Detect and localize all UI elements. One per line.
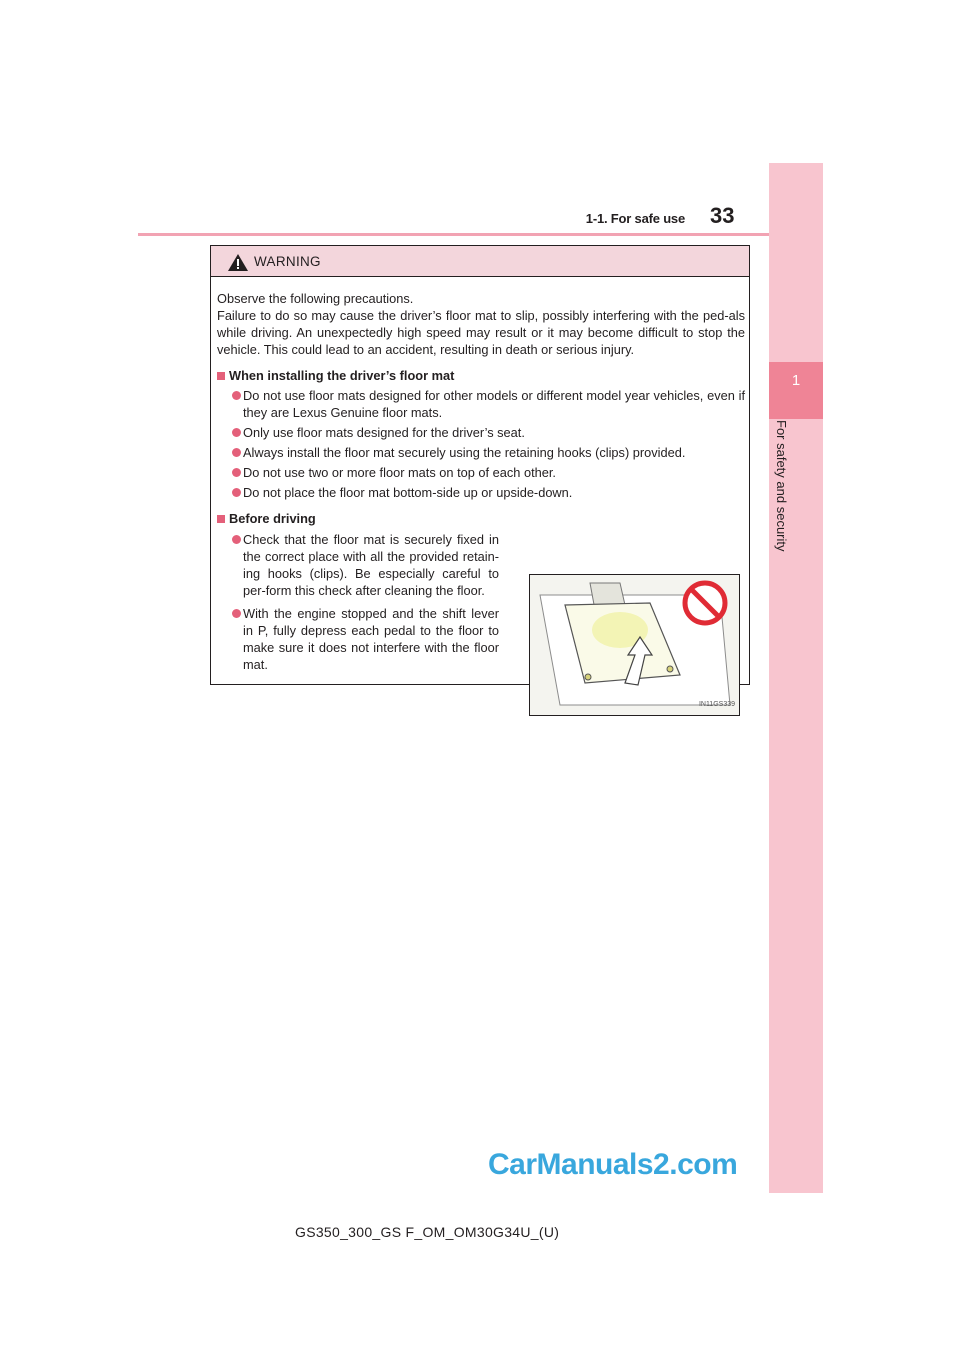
header-rule [138, 233, 823, 236]
bullet-item: Only use floor mats designed for the driver’s seat. [217, 424, 745, 441]
bullet-item: Do not use floor mats designed for other models or different model year vehicles, even if they are Lexus Genuine floor mats. [217, 387, 745, 421]
bullet-dot-icon [232, 391, 241, 400]
bullet-dot-icon [232, 535, 241, 544]
intro-line-2: Failure to do so may cause the driver’s floor mat to slip, possibly interfering with the ped-als while driving. An unexpectedly high speed may result or it may become difficult to stop the vehicle. This could lead to an accident, resulting in death or serious injury. [217, 308, 745, 357]
bullet-item: Always install the floor mat securely using the retaining hooks (clips) provided. [217, 444, 745, 461]
chapter-number: 1 [791, 372, 801, 389]
square-bullet-icon [217, 515, 225, 523]
warning-label: WARNING [254, 254, 321, 269]
before-driving-list [217, 528, 499, 673]
bullet-item: With the engine stopped and the shift lever in P, fully depress each pedal to the floor to make sure it does not interfere with the floor mat. [217, 605, 499, 673]
section-title: 1-1. For safe use [585, 211, 685, 226]
warning-triangle-icon [228, 254, 248, 276]
bullet-dot-icon [232, 488, 241, 497]
bullet-dot-icon [232, 609, 241, 618]
warning-body [217, 290, 745, 708]
chapter-title: For safety and security [774, 420, 789, 552]
bullet-dot-icon [232, 468, 241, 477]
intro-line-1: Observe the following precautions. [217, 291, 414, 306]
section-heading-installing: When installing the driver’s floor mat [217, 367, 745, 384]
bullet-item: Do not use two or more floor mats on top of each other. [217, 464, 745, 481]
floor-mat-illustration [529, 574, 740, 716]
square-bullet-icon [217, 372, 225, 380]
warning-header [211, 246, 749, 277]
bullet-item: Do not place the floor mat bottom-side up or upside-down. [217, 484, 745, 501]
chapter-number-box [769, 362, 823, 419]
section-heading-before-driving: Before driving [217, 510, 745, 527]
figure-code: IN11GS339 [698, 701, 735, 708]
page-number: 33 [710, 203, 735, 228]
bullet-dot-icon [232, 428, 241, 437]
chapter-tab-strip [769, 163, 823, 1193]
bullet-item: Check that the floor mat is securely fixed in the correct place with all the provided retain-ing hooks (clips). Be especially careful to per-form this check after cleaning the floor. [217, 531, 499, 599]
watermark: CarManuals2.com [488, 1148, 738, 1181]
document-code: GS350_300_GS F_OM_OM30G34U_(U) [295, 1224, 560, 1240]
warning-box [210, 245, 750, 708]
floor-mat-drawing [530, 575, 739, 715]
bullet-dot-icon [232, 448, 241, 457]
